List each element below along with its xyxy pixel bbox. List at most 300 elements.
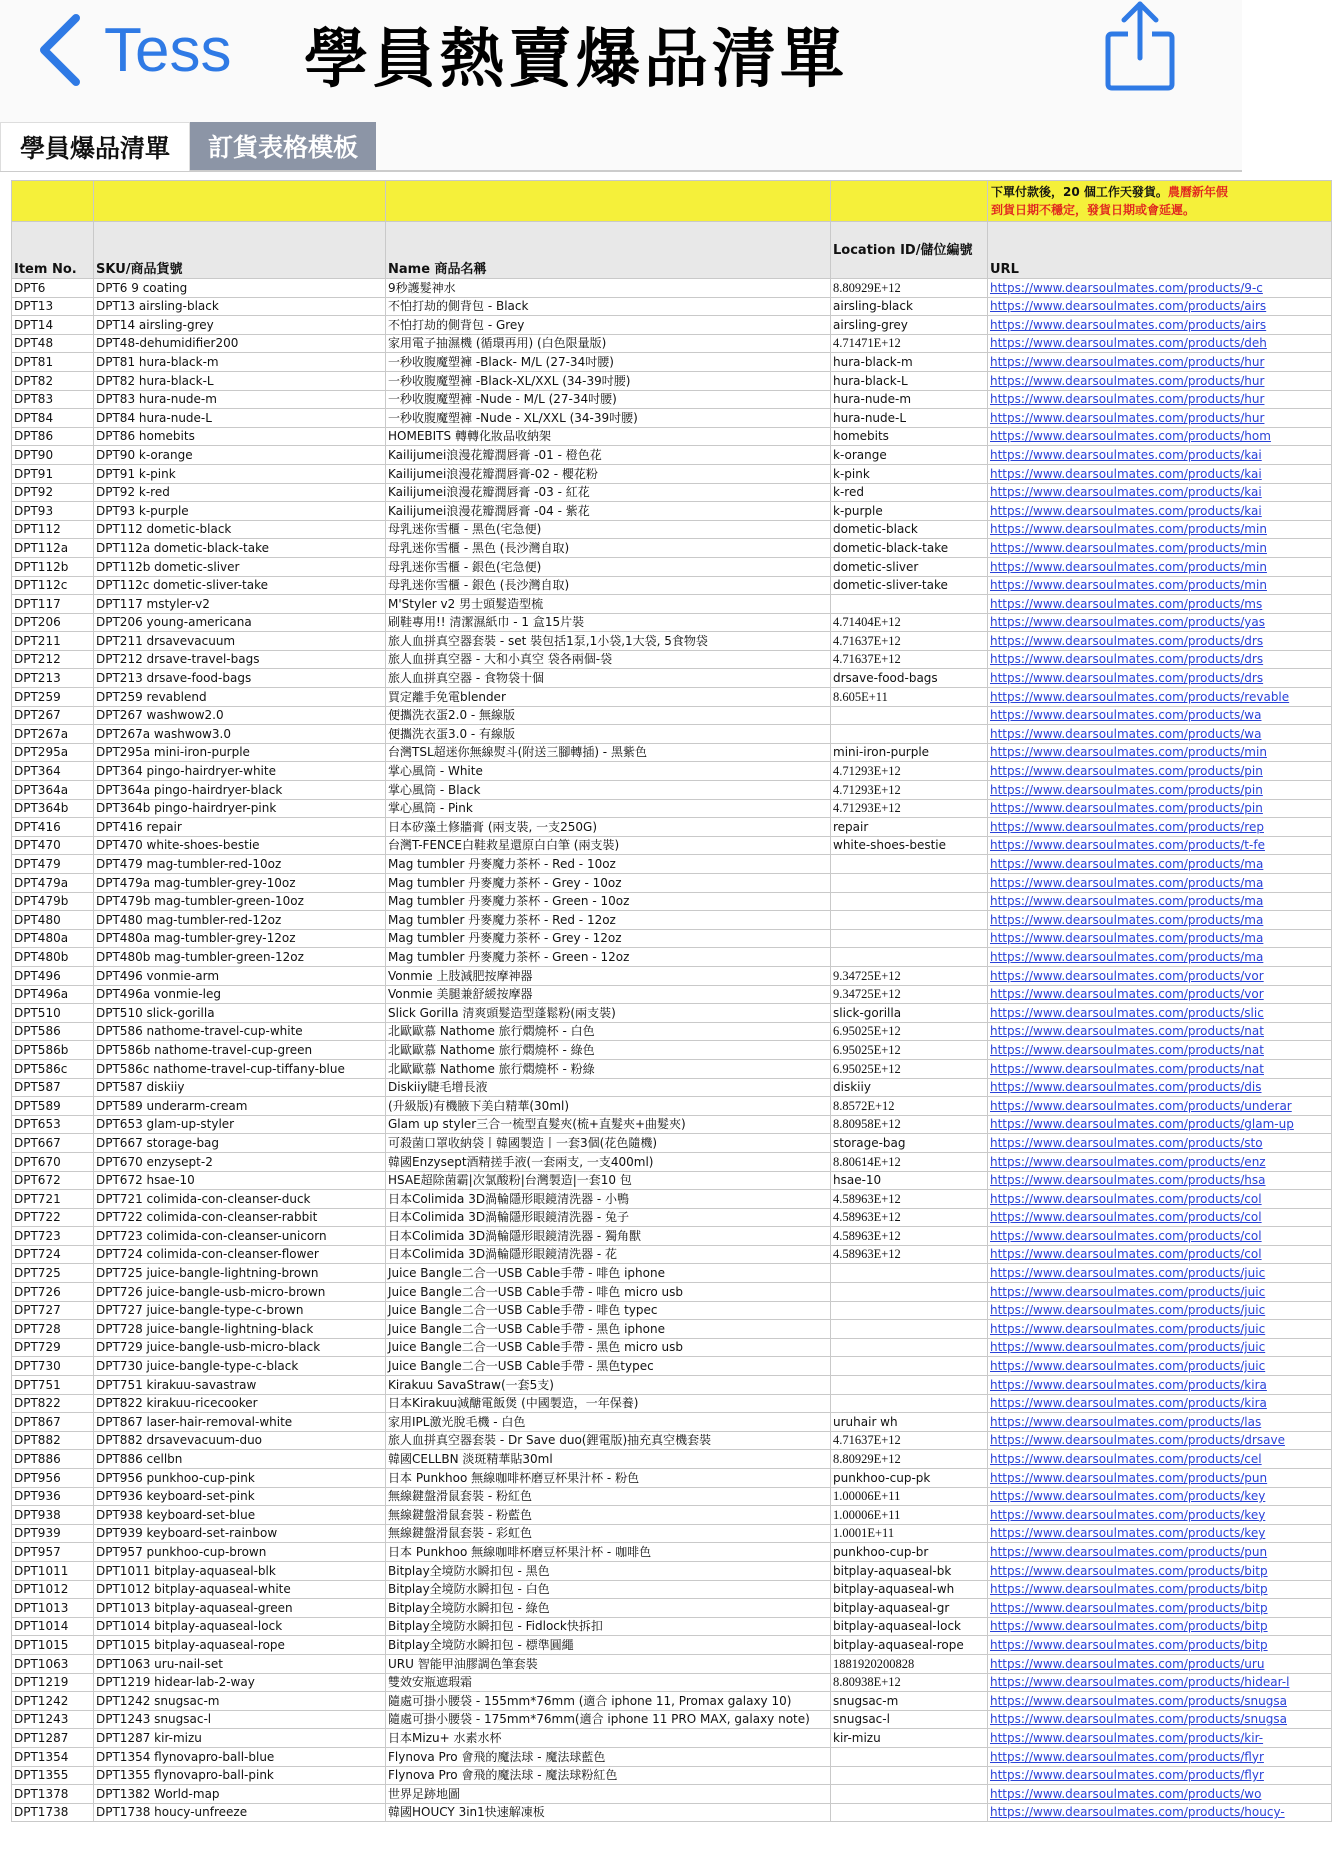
location-cell	[831, 948, 988, 967]
table-row	[12, 985, 1332, 1004]
item-no-cell: DPT725	[12, 1264, 94, 1283]
name-cell: 掌心風筒 - Pink	[386, 799, 831, 818]
sku-cell: DPT479a mag-tumbler-grey-10oz	[94, 874, 386, 893]
name-cell: 北歐歐慕 Nathome 旅行燜燒杯 - 粉綠	[386, 1059, 831, 1078]
name-cell: 掌心風筒 - White	[386, 762, 831, 781]
name-cell: 一秒收腹魔塑褲 -Black- M/L (27-34吋腰)	[386, 353, 831, 372]
name-cell: 韓國CELLBN 淡斑精華貼30ml	[386, 1450, 831, 1469]
table-row	[12, 836, 1332, 855]
url-cell[interactable]: https://www.dearsoulmates.com/products/bitp	[988, 1580, 1332, 1599]
table-row	[12, 1264, 1332, 1283]
item-no-cell: DPT726	[12, 1283, 94, 1302]
name-cell: Bitplay全境防水瞬扣包 - 綠色	[386, 1599, 831, 1618]
sku-cell: DPT479 mag-tumbler-red-10oz	[94, 855, 386, 874]
url-cell[interactable]: https://www.dearsoulmates.com/products/kai	[988, 464, 1332, 483]
name-cell: Vonmie 上肢減肥按摩神器	[386, 966, 831, 985]
url-cell[interactable]: https://www.dearsoulmates.com/products/bitp	[988, 1599, 1332, 1618]
name-cell: 韓國Enzysept酒精搓手液(一套兩支, 一支400ml)	[386, 1152, 831, 1171]
table-row	[12, 1599, 1332, 1618]
url-cell[interactable]: https://www.dearsoulmates.com/products/hur	[988, 371, 1332, 390]
url-cell[interactable]: https://www.dearsoulmates.com/products/ma	[988, 855, 1332, 874]
table-row	[12, 892, 1332, 911]
url-cell[interactable]: https://www.dearsoulmates.com/products/vor	[988, 966, 1332, 985]
item-no-cell: DPT886	[12, 1450, 94, 1469]
table-row	[12, 632, 1332, 651]
item-no-cell: DPT936	[12, 1487, 94, 1506]
url-cell[interactable]: https://www.dearsoulmates.com/products/col	[988, 1208, 1332, 1227]
location-cell: uruhair wh	[831, 1413, 988, 1432]
url-cell[interactable]: https://www.dearsoulmates.com/products/revable	[988, 688, 1332, 707]
item-no-cell: DPT939	[12, 1524, 94, 1543]
url-cell[interactable]: https://www.dearsoulmates.com/products/col	[988, 1190, 1332, 1209]
sku-cell: DPT480 mag-tumbler-red-12oz	[94, 911, 386, 930]
table-row	[12, 1320, 1332, 1339]
item-no-cell: DPT83	[12, 390, 94, 409]
sku-cell: DPT586 nathome-travel-cup-white	[94, 1022, 386, 1041]
location-cell	[831, 725, 988, 744]
sku-cell: DPT726 juice-bangle-usb-micro-brown	[94, 1283, 386, 1302]
location-cell: 1.0001E+11	[831, 1524, 988, 1543]
url-cell[interactable]: https://www.dearsoulmates.com/products/min	[988, 557, 1332, 576]
sku-cell: DPT1063 uru-nail-set	[94, 1654, 386, 1673]
name-cell: 日本Colimida 3D渦輪隱形眼鏡清洗器 - 小鴨	[386, 1190, 831, 1209]
url-cell[interactable]: https://www.dearsoulmates.com/products/ma	[988, 948, 1332, 967]
name-cell: Bitplay全境防水瞬扣包 - 白色	[386, 1580, 831, 1599]
name-cell: 日本Colimida 3D渦輪隱形眼鏡清洗器 - 花	[386, 1245, 831, 1264]
location-cell	[831, 1394, 988, 1413]
url-cell[interactable]: https://www.dearsoulmates.com/products/key	[988, 1524, 1332, 1543]
spreadsheet[interactable]	[11, 180, 1294, 1868]
name-cell: Kailijumei浪漫花瓣潤唇膏 -04 - 紫花	[386, 502, 831, 521]
name-cell: 北歐歐慕 Nathome 旅行燜燒杯 - 綠色	[386, 1041, 831, 1060]
name-cell: (升級版)有機腋下美白精華(30ml)	[386, 1097, 831, 1116]
table-row	[12, 1524, 1332, 1543]
url-cell[interactable]: https://www.dearsoulmates.com/products/airs	[988, 316, 1332, 335]
table-row	[12, 1543, 1332, 1562]
url-cell[interactable]: https://www.dearsoulmates.com/products/key	[988, 1487, 1332, 1506]
url-cell[interactable]: https://www.dearsoulmates.com/products/juic	[988, 1264, 1332, 1283]
name-cell: Juice Bangle二合一USB Cable手帶 - 啡色 typec	[386, 1301, 831, 1320]
item-no-cell: DPT480	[12, 911, 94, 930]
location-cell	[831, 1785, 988, 1804]
location-cell: 1.00006E+11	[831, 1506, 988, 1525]
url-cell[interactable]: https://www.dearsoulmates.com/products/hur	[988, 409, 1332, 428]
location-cell: 4.58963E+12	[831, 1245, 988, 1264]
url-cell[interactable]: https://www.dearsoulmates.com/products/min	[988, 743, 1332, 762]
name-cell: 無線鍵盤滑鼠套裝 - 粉紅色	[386, 1487, 831, 1506]
item-no-cell: DPT667	[12, 1134, 94, 1153]
table-row	[12, 818, 1332, 837]
item-no-cell: DPT496a	[12, 985, 94, 1004]
location-cell	[831, 892, 988, 911]
table-row	[12, 1673, 1332, 1692]
url-cell[interactable]: https://www.dearsoulmates.com/products/glam-up	[988, 1115, 1332, 1134]
table-row	[12, 1580, 1332, 1599]
location-cell: dometic-sliver	[831, 557, 988, 576]
location-cell: 4.71637E+12	[831, 632, 988, 651]
sku-cell: DPT723 colimida-con-cleanser-unicorn	[94, 1227, 386, 1246]
table-row	[12, 297, 1332, 316]
url-cell[interactable]: https://www.dearsoulmates.com/products/juic	[988, 1283, 1332, 1302]
sku-cell: DPT936 keyboard-set-pink	[94, 1487, 386, 1506]
location-cell: k-red	[831, 483, 988, 502]
sku-cell: DPT267a washwow3.0	[94, 725, 386, 744]
item-no-cell: DPT730	[12, 1357, 94, 1376]
sku-cell: DPT81 hura-black-m	[94, 353, 386, 372]
url-cell[interactable]: https://www.dearsoulmates.com/products/kai	[988, 446, 1332, 465]
url-cell[interactable]: https://www.dearsoulmates.com/products/kai	[988, 483, 1332, 502]
name-cell: Mag tumbler 丹麥魔力茶杯 - Green - 10oz	[386, 892, 831, 911]
item-no-cell: DPT112	[12, 520, 94, 539]
table-row	[12, 1097, 1332, 1116]
url-cell[interactable]: https://www.dearsoulmates.com/products/wa	[988, 725, 1332, 744]
location-cell: hura-nude-L	[831, 409, 988, 428]
url-cell[interactable]: https://www.dearsoulmates.com/products/airs	[988, 297, 1332, 316]
url-cell[interactable]: https://www.dearsoulmates.com/products/t-fe	[988, 836, 1332, 855]
url-cell[interactable]: https://www.dearsoulmates.com/products/sto	[988, 1134, 1332, 1153]
item-no-cell: DPT91	[12, 464, 94, 483]
tab-order-template[interactable]: 訂貨表格模板	[190, 122, 376, 170]
table-row	[12, 1654, 1332, 1673]
url-cell[interactable]: https://www.dearsoulmates.com/products/kira	[988, 1394, 1332, 1413]
url-cell[interactable]: https://www.dearsoulmates.com/products/9-c	[988, 279, 1332, 298]
location-cell: dometic-black-take	[831, 539, 988, 558]
table-row	[12, 1338, 1332, 1357]
item-no-cell: DPT479	[12, 855, 94, 874]
location-cell	[831, 1803, 988, 1822]
name-cell: Juice Bangle二合一USB Cable手帶 - 啡色 iphone	[386, 1264, 831, 1283]
name-cell: Juice Bangle二合一USB Cable手帶 - 黑色 iphone	[386, 1320, 831, 1339]
url-cell[interactable]: https://www.dearsoulmates.com/products/bitp	[988, 1636, 1332, 1655]
name-cell: Kailijumei浪漫花瓣潤唇膏 -03 - 紅花	[386, 483, 831, 502]
table-row	[12, 576, 1332, 595]
url-cell[interactable]: https://www.dearsoulmates.com/products/drs	[988, 650, 1332, 669]
name-cell: Mag tumbler 丹麥魔力茶杯 - Red - 12oz	[386, 911, 831, 930]
name-cell: HOMEBITS 轉轉化妝品收納架	[386, 427, 831, 446]
url-cell[interactable]: https://www.dearsoulmates.com/products/juic	[988, 1357, 1332, 1376]
location-cell: 8.80929E+12	[831, 279, 988, 298]
url-cell[interactable]: https://www.dearsoulmates.com/products/col	[988, 1245, 1332, 1264]
url-cell[interactable]: https://www.dearsoulmates.com/products/pun	[988, 1543, 1332, 1562]
location-cell: 6.95025E+12	[831, 1059, 988, 1078]
url-cell[interactable]: https://www.dearsoulmates.com/products/vor	[988, 985, 1332, 1004]
share-icon[interactable]	[1100, 0, 1180, 96]
table-row	[12, 1134, 1332, 1153]
url-cell[interactable]: https://www.dearsoulmates.com/products/slic	[988, 1004, 1332, 1023]
name-cell: 可殺菌口罩收納袋丨韓國製造丨一套3個(花色隨機)	[386, 1134, 831, 1153]
item-no-cell: DPT1219	[12, 1673, 94, 1692]
url-cell[interactable]: https://www.dearsoulmates.com/products/enz	[988, 1152, 1332, 1171]
url-cell[interactable]: https://www.dearsoulmates.com/products/snugsa	[988, 1710, 1332, 1729]
location-cell	[831, 855, 988, 874]
location-cell: 6.95025E+12	[831, 1041, 988, 1060]
table-row	[12, 1431, 1332, 1450]
location-cell: 8.80614E+12	[831, 1152, 988, 1171]
item-no-cell: DPT93	[12, 502, 94, 521]
sku-cell: DPT722 colimida-con-cleanser-rabbit	[94, 1208, 386, 1227]
item-no-cell: DPT586c	[12, 1059, 94, 1078]
table-row	[12, 595, 1332, 614]
url-cell[interactable]: https://www.dearsoulmates.com/products/snugsa	[988, 1692, 1332, 1711]
sku-cell: DPT939 keyboard-set-rainbow	[94, 1524, 386, 1543]
url-cell[interactable]: https://www.dearsoulmates.com/products/bitp	[988, 1561, 1332, 1580]
table-row	[12, 799, 1332, 818]
sku-cell: DPT1382 World-map	[94, 1785, 386, 1804]
sku-cell: DPT480a mag-tumbler-grey-12oz	[94, 929, 386, 948]
item-no-cell: DPT1738	[12, 1803, 94, 1822]
url-cell[interactable]: https://www.dearsoulmates.com/products/col	[988, 1227, 1332, 1246]
navigation-bar	[0, 0, 1242, 116]
sku-cell: DPT721 colimida-con-cleanser-duck	[94, 1190, 386, 1209]
table-row	[12, 1227, 1332, 1246]
table-row	[12, 669, 1332, 688]
location-cell: 9.34725E+12	[831, 966, 988, 985]
item-no-cell: DPT589	[12, 1097, 94, 1116]
url-cell[interactable]: https://www.dearsoulmates.com/products/nat	[988, 1041, 1332, 1060]
url-cell[interactable]: https://www.dearsoulmates.com/products/flyr	[988, 1766, 1332, 1785]
sku-cell: DPT653 glam-up-styler	[94, 1115, 386, 1134]
name-cell: 9秒護髮神水	[386, 279, 831, 298]
name-cell: Mag tumbler 丹麥魔力茶杯 - Grey - 10oz	[386, 874, 831, 893]
table-row	[12, 1487, 1332, 1506]
name-cell: Mag tumbler 丹麥魔力茶杯 - Red - 10oz	[386, 855, 831, 874]
url-cell[interactable]: https://www.dearsoulmates.com/products/hom	[988, 427, 1332, 446]
location-cell: mini-iron-purple	[831, 743, 988, 762]
header-name: Name 商品名稱	[386, 222, 831, 279]
name-cell: 買定離手免電blender	[386, 688, 831, 707]
url-cell[interactable]: https://www.dearsoulmates.com/products/drs	[988, 669, 1332, 688]
sku-cell: DPT92 k-red	[94, 483, 386, 502]
url-cell[interactable]: https://www.dearsoulmates.com/products/rep	[988, 818, 1332, 837]
table-row	[12, 1506, 1332, 1525]
url-cell[interactable]: https://www.dearsoulmates.com/products/ma	[988, 874, 1332, 893]
item-no-cell: DPT81	[12, 353, 94, 372]
location-cell	[831, 1283, 988, 1302]
item-no-cell: DPT882	[12, 1431, 94, 1450]
table-row	[12, 1357, 1332, 1376]
url-cell[interactable]: https://www.dearsoulmates.com/products/nat	[988, 1022, 1332, 1041]
url-cell[interactable]: https://www.dearsoulmates.com/products/hur	[988, 390, 1332, 409]
item-no-cell: DPT724	[12, 1245, 94, 1264]
url-cell[interactable]: https://www.dearsoulmates.com/products/min	[988, 576, 1332, 595]
item-no-cell: DPT728	[12, 1320, 94, 1339]
location-cell	[831, 1320, 988, 1339]
url-cell[interactable]: https://www.dearsoulmates.com/products/kai	[988, 502, 1332, 521]
item-no-cell: DPT721	[12, 1190, 94, 1209]
url-cell[interactable]: https://www.dearsoulmates.com/products/hur	[988, 353, 1332, 372]
item-no-cell: DPT212	[12, 650, 94, 669]
location-cell: 4.71637E+12	[831, 1431, 988, 1450]
url-cell[interactable]: https://www.dearsoulmates.com/products/wo	[988, 1785, 1332, 1804]
name-cell: 日本 Punkhoo 無線咖啡杯磨豆杯果汁杯 - 咖啡色	[386, 1543, 831, 1562]
item-no-cell: DPT670	[12, 1152, 94, 1171]
item-no-cell: DPT416	[12, 818, 94, 837]
item-no-cell: DPT938	[12, 1506, 94, 1525]
table-row	[12, 1469, 1332, 1488]
url-cell[interactable]: https://www.dearsoulmates.com/products/juic	[988, 1320, 1332, 1339]
url-cell[interactable]: https://www.dearsoulmates.com/products/pin	[988, 799, 1332, 818]
url-cell[interactable]: https://www.dearsoulmates.com/products/min	[988, 539, 1332, 558]
table-row	[12, 1171, 1332, 1190]
url-cell[interactable]: https://www.dearsoulmates.com/products/flyr	[988, 1747, 1332, 1766]
item-no-cell: DPT112a	[12, 539, 94, 558]
sku-cell: DPT90 k-orange	[94, 446, 386, 465]
sku-cell: DPT725 juice-bangle-lightning-brown	[94, 1264, 386, 1283]
url-cell[interactable]: https://www.dearsoulmates.com/products/kira	[988, 1376, 1332, 1395]
sku-cell: DPT589 underarm-cream	[94, 1097, 386, 1116]
table-row	[12, 446, 1332, 465]
url-cell[interactable]: https://www.dearsoulmates.com/products/yas	[988, 613, 1332, 632]
url-cell[interactable]: https://www.dearsoulmates.com/products/wa	[988, 706, 1332, 725]
location-cell	[831, 1264, 988, 1283]
name-cell: 隨處可掛小腰袋 - 175mm*76mm(適合 iphone 11 PRO MAX, galaxy note)	[386, 1710, 831, 1729]
name-cell: 便攜洗衣蛋2.0 - 無線版	[386, 706, 831, 725]
url-cell[interactable]: https://www.dearsoulmates.com/products/hsa	[988, 1171, 1332, 1190]
table-row	[12, 1692, 1332, 1711]
name-cell: 日本Mizu+ 水素水杯	[386, 1729, 831, 1748]
sku-cell: DPT1012 bitplay-aquaseal-white	[94, 1580, 386, 1599]
sku-cell: DPT510 slick-gorilla	[94, 1004, 386, 1023]
table-row	[12, 1245, 1332, 1264]
sku-cell: DPT83 hura-nude-m	[94, 390, 386, 409]
header-row	[12, 222, 1332, 279]
url-cell[interactable]: https://www.dearsoulmates.com/products/bitp	[988, 1617, 1332, 1636]
url-cell[interactable]: https://www.dearsoulmates.com/products/juic	[988, 1301, 1332, 1320]
table-row	[12, 520, 1332, 539]
sku-cell: DPT882 drsavevacuum-duo	[94, 1431, 386, 1450]
item-no-cell: DPT267	[12, 706, 94, 725]
name-cell: Bitplay全境防水瞬扣包 - 標準圓繩	[386, 1636, 831, 1655]
item-no-cell: DPT479b	[12, 892, 94, 911]
shipping-notice: 下單付款後，20 個工作天發貨。農曆新年假 到貨日期不穩定，發貨日期或會延遲。	[988, 181, 1332, 222]
url-cell[interactable]: https://www.dearsoulmates.com/products/deh	[988, 334, 1332, 353]
table-row	[12, 502, 1332, 521]
url-cell[interactable]: https://www.dearsoulmates.com/products/pin	[988, 762, 1332, 781]
sku-cell: DPT672 hsae-10	[94, 1171, 386, 1190]
location-cell: 4.58963E+12	[831, 1190, 988, 1209]
name-cell: 台灣T-FENCE白鞋救星還原白白筆 (兩支裝)	[386, 836, 831, 855]
sku-cell: DPT724 colimida-con-cleanser-flower	[94, 1245, 386, 1264]
url-cell[interactable]: https://www.dearsoulmates.com/products/hidear-l	[988, 1673, 1332, 1692]
item-no-cell: DPT751	[12, 1376, 94, 1395]
name-cell: 不怕打劫的側背包 - Black	[386, 297, 831, 316]
url-cell[interactable]: https://www.dearsoulmates.com/products/key	[988, 1506, 1332, 1525]
table-row	[12, 874, 1332, 893]
name-cell: 一秒收腹魔塑褲 -Nude - M/L (27-34吋腰)	[386, 390, 831, 409]
name-cell: Kailijumei浪漫花瓣潤唇膏-02 - 櫻花粉	[386, 464, 831, 483]
location-cell: 4.71293E+12	[831, 762, 988, 781]
name-cell: 家用IPL激光脫毛機 - 白色	[386, 1413, 831, 1432]
table-row	[12, 427, 1332, 446]
item-no-cell: DPT723	[12, 1227, 94, 1246]
url-cell[interactable]: https://www.dearsoulmates.com/products/drs	[988, 632, 1332, 651]
url-cell[interactable]: https://www.dearsoulmates.com/products/ma	[988, 911, 1332, 930]
location-cell: k-pink	[831, 464, 988, 483]
item-no-cell: DPT957	[12, 1543, 94, 1562]
location-cell: 8.80929E+12	[831, 1450, 988, 1469]
url-cell[interactable]: https://www.dearsoulmates.com/products/ma	[988, 892, 1332, 911]
table-row	[12, 483, 1332, 502]
table-row	[12, 948, 1332, 967]
name-cell: Vonmie 美腿兼舒緩按摩器	[386, 985, 831, 1004]
table-row	[12, 316, 1332, 335]
url-cell[interactable]: https://www.dearsoulmates.com/products/uru	[988, 1654, 1332, 1673]
item-no-cell: DPT822	[12, 1394, 94, 1413]
location-cell: hsae-10	[831, 1171, 988, 1190]
header-item-no: Item No.	[12, 222, 94, 279]
url-cell[interactable]: https://www.dearsoulmates.com/products/underar	[988, 1097, 1332, 1116]
location-cell	[831, 706, 988, 725]
location-cell	[831, 874, 988, 893]
url-cell[interactable]: https://www.dearsoulmates.com/products/ms	[988, 595, 1332, 614]
sku-cell: DPT727 juice-bangle-type-c-brown	[94, 1301, 386, 1320]
sku-cell: DPT86 homebits	[94, 427, 386, 446]
location-cell	[831, 1338, 988, 1357]
item-no-cell: DPT90	[12, 446, 94, 465]
sku-cell: DPT112b dometic-sliver	[94, 557, 386, 576]
sku-cell: DPT1219 hidear-lab-2-way	[94, 1673, 386, 1692]
name-cell: 隨處可掛小腰袋 - 155mm*76mm (適合 iphone 11, Promax galaxy 10)	[386, 1692, 831, 1711]
url-cell[interactable]: https://www.dearsoulmates.com/products/las	[988, 1413, 1332, 1432]
url-cell[interactable]: https://www.dearsoulmates.com/products/houcy-	[988, 1803, 1332, 1822]
table-row	[12, 781, 1332, 800]
location-cell	[831, 1376, 988, 1395]
table-row	[12, 353, 1332, 372]
sku-cell: DPT886 cellbn	[94, 1450, 386, 1469]
url-cell[interactable]: https://www.dearsoulmates.com/products/min	[988, 520, 1332, 539]
sku-cell: DPT211 drsavevacuum	[94, 632, 386, 651]
item-no-cell: DPT510	[12, 1004, 94, 1023]
url-cell[interactable]: https://www.dearsoulmates.com/products/pin	[988, 781, 1332, 800]
item-no-cell: DPT1355	[12, 1766, 94, 1785]
item-no-cell: DPT867	[12, 1413, 94, 1432]
sku-cell: DPT751 kirakuu-savastraw	[94, 1376, 386, 1395]
notice-row	[12, 181, 1332, 222]
table-row	[12, 966, 1332, 985]
sku-cell: DPT213 drsave-food-bags	[94, 669, 386, 688]
table-row	[12, 1803, 1332, 1822]
sku-cell: DPT364 pingo-hairdryer-white	[94, 762, 386, 781]
url-cell[interactable]: https://www.dearsoulmates.com/products/cel	[988, 1450, 1332, 1469]
url-cell[interactable]: https://www.dearsoulmates.com/products/nat	[988, 1059, 1332, 1078]
sku-cell: DPT93 k-purple	[94, 502, 386, 521]
url-cell[interactable]: https://www.dearsoulmates.com/products/pun	[988, 1469, 1332, 1488]
url-cell[interactable]: https://www.dearsoulmates.com/products/dis	[988, 1078, 1332, 1097]
url-cell[interactable]: https://www.dearsoulmates.com/products/kir-	[988, 1729, 1332, 1748]
item-no-cell: DPT364a	[12, 781, 94, 800]
table-row	[12, 390, 1332, 409]
table-row	[12, 1785, 1332, 1804]
name-cell: 母乳迷你雪櫃 - 黑色(宅急便)	[386, 520, 831, 539]
sku-cell: DPT14 airsling-grey	[94, 316, 386, 335]
tab-popular-list[interactable]: 學員爆品清單	[0, 122, 190, 171]
item-no-cell: DPT6	[12, 279, 94, 298]
url-cell[interactable]: https://www.dearsoulmates.com/products/drsave	[988, 1431, 1332, 1450]
item-no-cell: DPT1287	[12, 1729, 94, 1748]
url-cell[interactable]: https://www.dearsoulmates.com/products/ma	[988, 929, 1332, 948]
sku-cell: DPT470 white-shoes-bestie	[94, 836, 386, 855]
sku-cell: DPT117 mstyler-v2	[94, 595, 386, 614]
url-cell[interactable]: https://www.dearsoulmates.com/products/juic	[988, 1338, 1332, 1357]
location-cell: hura-black-L	[831, 371, 988, 390]
table-row	[12, 855, 1332, 874]
sku-cell: DPT112 dometic-black	[94, 520, 386, 539]
table-row	[12, 1041, 1332, 1060]
sku-cell: DPT1015 bitplay-aquaseal-rope	[94, 1636, 386, 1655]
location-cell: airsling-black	[831, 297, 988, 316]
name-cell: 北歐歐慕 Nathome 旅行燜燒杯 - 白色	[386, 1022, 831, 1041]
name-cell: Slick Gorilla 清爽頭髮造型蓬鬆粉(兩支裝)	[386, 1004, 831, 1023]
